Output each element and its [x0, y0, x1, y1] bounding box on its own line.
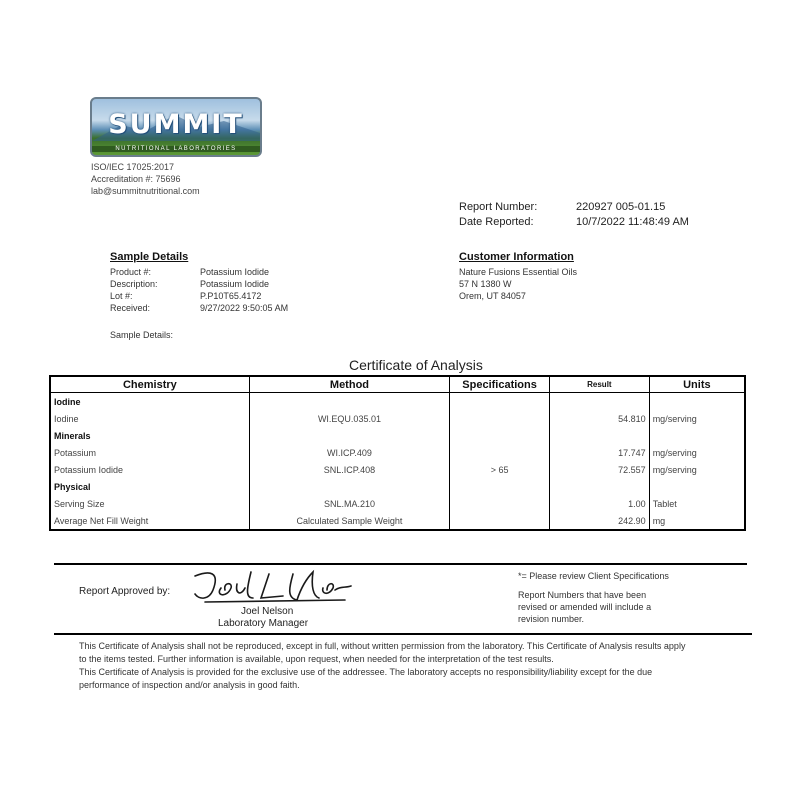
date-reported-label: Date Reported:: [459, 216, 534, 228]
summit-logo: [90, 97, 262, 157]
cell-method: Calculated Sample Weight: [249, 512, 449, 530]
col-chemistry: Chemistry: [50, 376, 249, 393]
sample-label: Description:: [110, 279, 158, 289]
cell-spec: [450, 410, 550, 427]
disclaimer-line: This Certificate of Analysis shall not be reproduced, except in full, without written permission from the laboratory. This Certificate of Analysis results apply: [79, 641, 686, 651]
sample-value: 9/27/2022 9:50:05 AM: [200, 303, 289, 313]
table-row: [50, 410, 745, 427]
coa-table: [49, 375, 746, 531]
sample-value: Potassium Iodide: [200, 279, 270, 289]
cell-units: mg/serving: [649, 410, 745, 427]
disclaimer-line: performance of inspection and/or analysis in good faith.: [79, 680, 300, 690]
report-number-label: Report Number:: [459, 201, 538, 213]
revision-note-line: Report Numbers that have been: [518, 590, 647, 600]
revision-note-line: revision number.: [518, 614, 585, 624]
sample-label: Received:: [110, 303, 151, 313]
sample-label: Lot #:: [110, 291, 133, 301]
col-result: Result: [550, 376, 650, 393]
table-row: [50, 512, 745, 530]
coa-header-row: [50, 376, 745, 393]
logo-tagline: NUTRITIONAL LABORATORIES: [92, 146, 260, 152]
signature-image: [185, 568, 355, 608]
group-name: Physical: [50, 478, 249, 495]
logo-wordmark: SUMMIT: [108, 109, 244, 140]
sample-label: Product #:: [110, 267, 152, 277]
cell-units: mg/serving: [649, 461, 745, 478]
cell-chemistry: Potassium: [50, 444, 249, 461]
group-row: [50, 393, 745, 411]
cell-method: SNL.MA.210: [249, 495, 449, 512]
cell-units: mg: [649, 512, 745, 530]
client-spec-note: *= Please review Client Specifications: [518, 571, 669, 581]
customer-address: 57 N 1380 W: [459, 279, 512, 289]
lab-iso: ISO/IEC 17025:2017: [91, 162, 175, 172]
date-reported: 10/7/2022 11:48:49 AM: [576, 216, 689, 228]
cell-result: 17.747: [550, 444, 650, 461]
table-row: [50, 444, 745, 461]
cell-result: 54.810: [550, 410, 650, 427]
cell-method: WI.EQU.035.01: [249, 410, 449, 427]
cell-spec: [450, 512, 550, 530]
customer-city: Orem, UT 84057: [459, 291, 526, 301]
cell-chemistry: Potassium Iodide: [50, 461, 249, 478]
customer-name: Nature Fusions Essential Oils: [459, 267, 578, 277]
table-row: [50, 461, 745, 478]
cell-spec: [450, 495, 550, 512]
cell-spec: > 65: [450, 461, 550, 478]
approved-by-label: Report Approved by:: [79, 586, 171, 597]
group-name: Iodine: [50, 393, 249, 411]
section-divider: [54, 633, 752, 635]
sample-value: P.P10T65.4172: [200, 291, 262, 301]
customer-info-heading: Customer Information: [459, 251, 574, 263]
group-row: [50, 478, 745, 495]
cell-method: WI.ICP.409: [249, 444, 449, 461]
table-row: [50, 495, 745, 512]
cell-result: 242.90: [550, 512, 650, 530]
approver-title: Laboratory Manager: [218, 618, 309, 629]
section-divider: [54, 563, 747, 565]
report-number: 220927 005-01.15: [576, 201, 666, 213]
cell-spec: [450, 444, 550, 461]
revision-note-line: revised or amended will include a: [518, 602, 652, 612]
lab-accreditation: Accreditation #: 75696: [91, 174, 181, 184]
disclaimer-line: to the items tested. Further information is available, upon request, when needed for the interpretation of the test results.: [79, 654, 554, 664]
cell-chemistry: Average Net Fill Weight: [50, 512, 249, 530]
approver-name: Joel Nelson: [241, 606, 294, 617]
disclaimer-line: This Certificate of Analysis is provided for the exclusive use of the addressee. The laboratory accepts no responsibility/liability except for the due: [79, 667, 653, 677]
group-row: [50, 427, 745, 444]
cell-chemistry: Iodine: [50, 410, 249, 427]
cell-method: SNL.ICP.408: [249, 461, 449, 478]
sample-details-note-label: Sample Details:: [110, 330, 174, 340]
group-name: Minerals: [50, 427, 249, 444]
col-units: Units: [649, 376, 745, 393]
cell-units: Tablet: [649, 495, 745, 512]
cell-chemistry: Serving Size: [50, 495, 249, 512]
lab-email: lab@summitnutritional.com: [91, 186, 200, 196]
cell-result: 1.00: [550, 495, 650, 512]
col-specifications: Specifications: [450, 376, 550, 393]
cell-result: 72.557: [550, 461, 650, 478]
col-method: Method: [249, 376, 449, 393]
sample-value: Potassium Iodide: [200, 267, 270, 277]
sample-details-heading: Sample Details: [110, 251, 189, 263]
cell-units: mg/serving: [649, 444, 745, 461]
coa-title: Certificate of Analysis: [349, 357, 483, 373]
